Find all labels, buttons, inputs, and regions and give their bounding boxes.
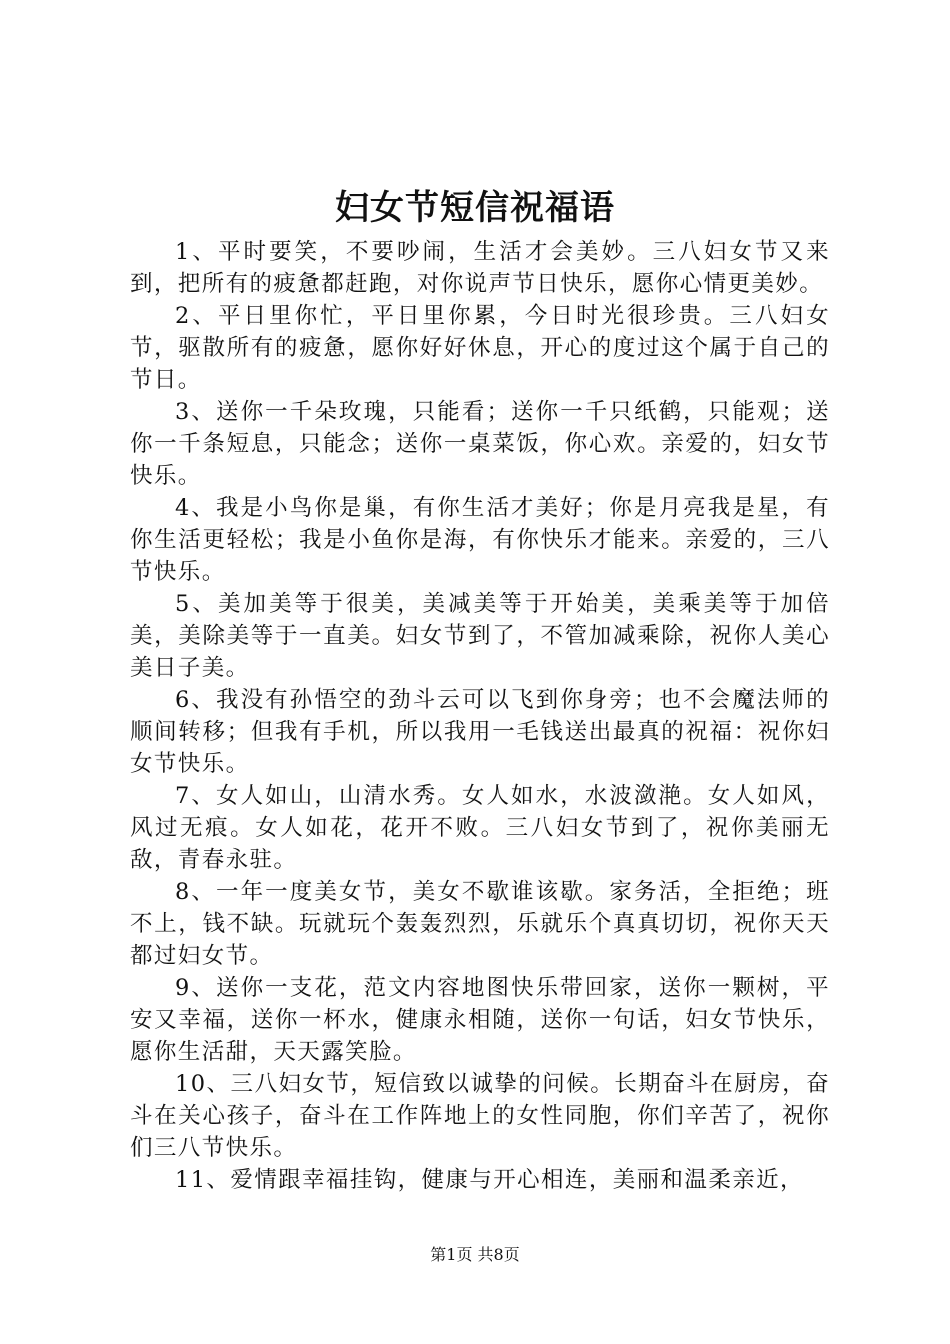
paragraph-4: 4、我是小鸟你是巢，有你生活才美好；你是月亮我是星，有你生活更轻松；我是小鱼你是海，有你快乐才能来。亲爱的，三八节快乐。 bbox=[130, 495, 830, 585]
paragraph-3: 3、送你一千朵玫瑰，只能看；送你一千只纸鹤，只能观；送你一千条短息，只能念；送你一桌菜饭，你心欢。亲爱的，妇女节快乐。 bbox=[130, 399, 830, 489]
paragraph-6: 6、我没有孙悟空的劲斗云可以飞到你身旁；也不会魔法师的顺间转移；但我有手机，所以我用一毛钱送出最真的祝福：祝你妇女节快乐。 bbox=[130, 687, 830, 777]
paragraph-1: 1、平时要笑，不要吵闹，生活才会美妙。三八妇女节又来到，把所有的疲惫都赶跑，对你说声节日快乐，愿你心情更美妙。 bbox=[130, 239, 830, 297]
page-number-footer: 第1页 共8页 bbox=[430, 1245, 520, 1264]
paragraph-7: 7、女人如山，山清水秀。女人如水，水波潋滟。女人如风，风过无痕。女人如花，花开不败。三八妇女节到了，祝你美丽无敌，青春永驻。 bbox=[130, 783, 830, 873]
paragraph-8: 8、一年一度美女节，美女不歇谁该歇。家务活，全拒绝；班不上，钱不缺。玩就玩个轰轰烈烈，乐就乐个真真切切，祝你天天都过妇女节。 bbox=[130, 879, 830, 969]
document-title: 妇女节短信祝福语 bbox=[335, 188, 615, 228]
paragraph-9: 9、送你一支花，范文内容地图快乐带回家，送你一颗树，平安又幸福，送你一杯水，健康永相随，送你一句话，妇女节快乐，愿你生活甜，天天露笑脸。 bbox=[130, 975, 830, 1065]
paragraph-11: 11、爱情跟幸福挂钩，健康与开心相连，美丽和温柔亲近， bbox=[175, 1167, 804, 1193]
paragraph-10: 10、三八妇女节，短信致以诚挚的问候。长期奋斗在厨房，奋斗在关心孩子，奋斗在工作阵地上的女性同胞，你们辛苦了，祝你们三八节快乐。 bbox=[130, 1071, 830, 1161]
document-body bbox=[130, 236, 830, 1196]
paragraph-2: 2、平日里你忙，平日里你累，今日时光很珍贵。三八妇女节，驱散所有的疲惫，愿你好好休息，开心的度过这个属于自己的节日。 bbox=[130, 303, 830, 393]
paragraph-5: 5、美加美等于很美，美减美等于开始美，美乘美等于加倍美，美除美等于一直美。妇女节到了，不管加减乘除，祝你人美心美日子美。 bbox=[130, 591, 830, 681]
